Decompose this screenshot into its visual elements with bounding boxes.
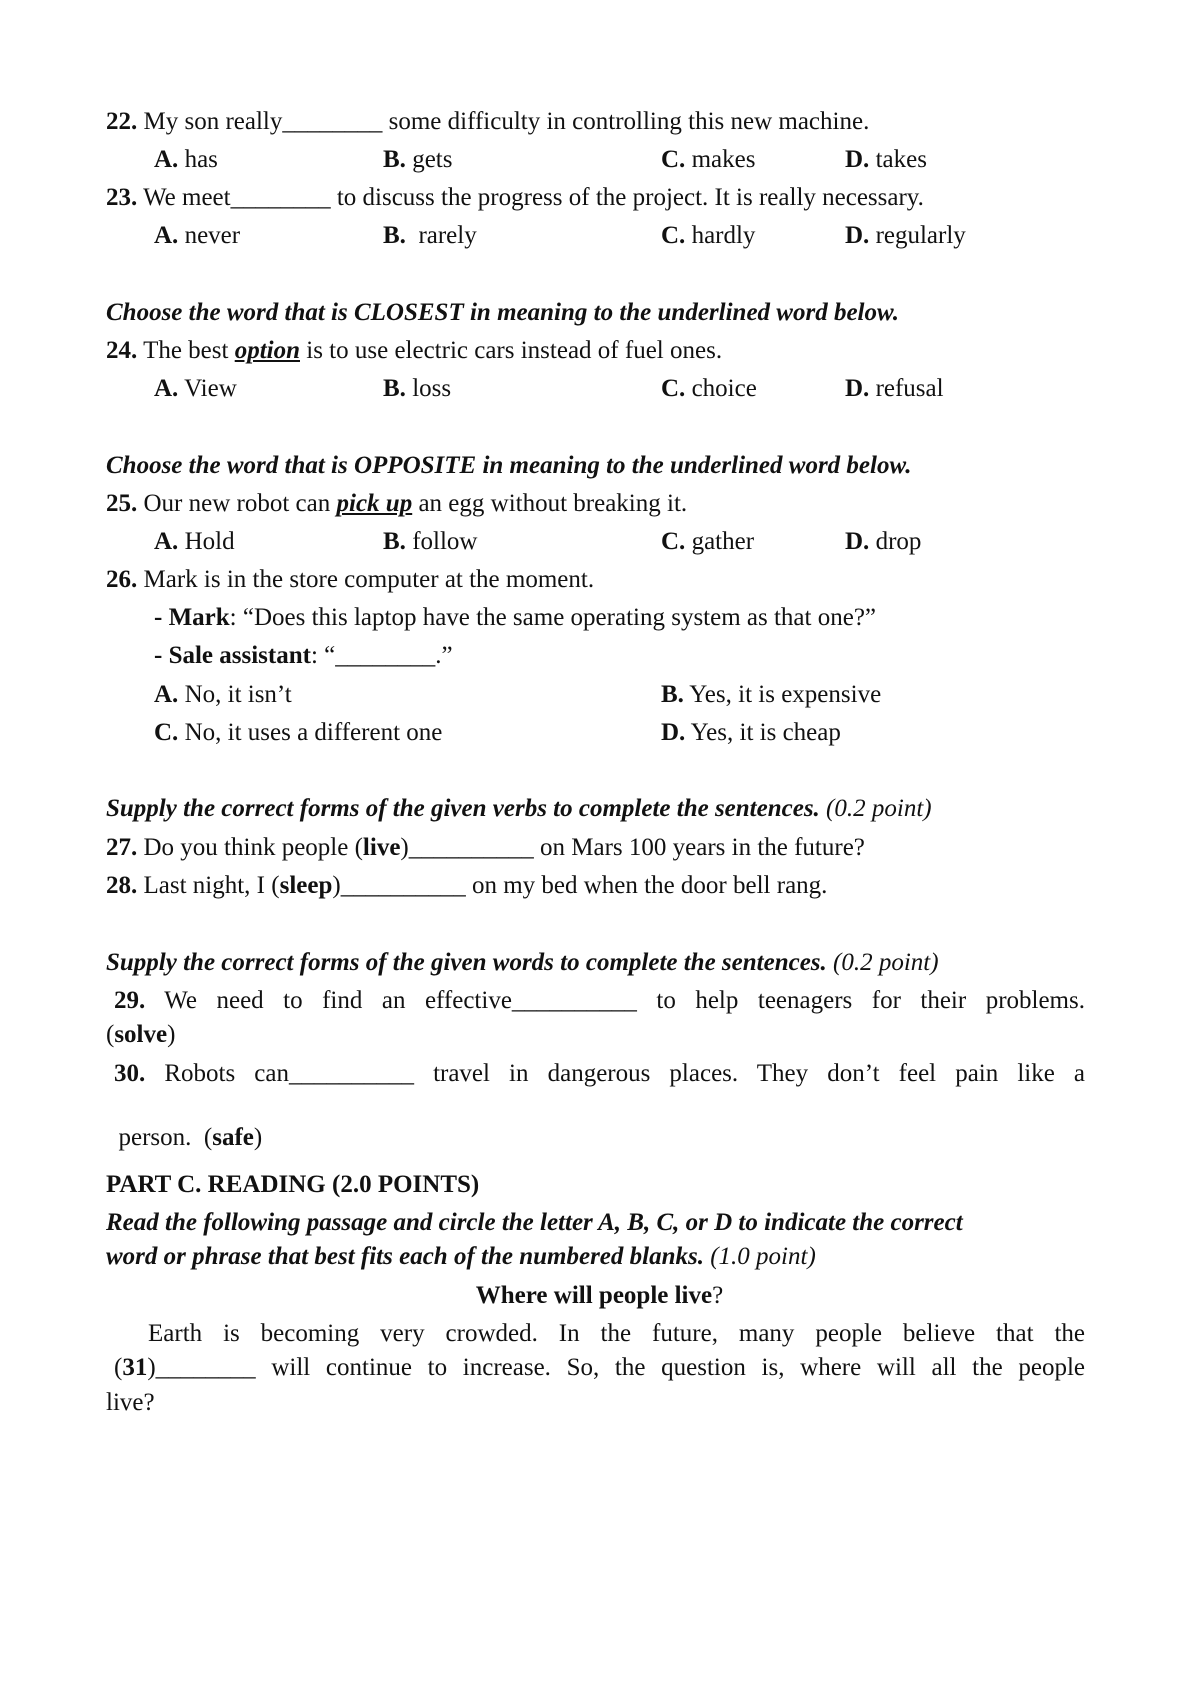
question-number: 26.	[106, 566, 138, 593]
option-b: B. gets	[383, 146, 453, 173]
question-text: Mark is in the store computer at the moment.	[143, 566, 595, 593]
section-instruction-opposite: Choose the word that is OPPOSITE in meaning to the underlined word below.	[106, 452, 912, 479]
section-instruction-closest: Choose the word that is CLOSEST in meaning to the underlined word below.	[106, 299, 899, 326]
points-label: (0.2 point)	[826, 949, 939, 976]
underlined-word: pick up	[336, 490, 413, 517]
option-d: D. Yes, it is cheap	[661, 719, 841, 746]
option-b: B. follow	[383, 528, 478, 555]
question-number: 24.	[106, 337, 138, 364]
option-c: C. makes	[661, 146, 756, 173]
question-number: 27.	[106, 834, 138, 861]
question-30: 30. Robots can__________ travel in dangerous places. They don’t feel pain like a	[114, 1060, 1085, 1087]
speaker-label: - Sale assistant	[154, 642, 311, 669]
option-a: A. View	[154, 375, 237, 402]
question-text: My son really________ some difficulty in controlling this new machine.	[143, 108, 870, 135]
blank-number: 31	[122, 1354, 148, 1381]
passage-line-2: (31)________ will continue to increase. So, the question is, where will all the people	[114, 1354, 1085, 1381]
question-24: 24. The best option is to use electric cars instead of fuel ones.	[106, 337, 723, 364]
question-number: 30.	[114, 1060, 146, 1087]
given-word: safe	[212, 1124, 254, 1151]
option-a: A. Hold	[154, 528, 235, 555]
question-number: 29.	[114, 987, 146, 1014]
points-label: (0.2 point)	[819, 795, 932, 822]
option-b: B. rarely	[383, 222, 477, 249]
passage-line-3: live?	[106, 1389, 155, 1416]
passage-title: Where will people live?	[475, 1282, 724, 1309]
option-a: A. has	[154, 146, 218, 173]
option-d: D. takes	[845, 146, 927, 173]
reading-instruction-line1: Read the following passage and circle the letter A, B, C, or D to indicate the correct	[106, 1209, 963, 1236]
reading-instruction-line2: word or phrase that best fits each of the numbered blanks. (1.0 point)	[106, 1243, 816, 1270]
option-c: C. No, it uses a different one	[154, 719, 443, 746]
question-23	[106, 183, 924, 213]
dialogue-sale-assistant: - Sale assistant: “________.”	[154, 642, 453, 669]
question-number: 23.	[106, 184, 138, 211]
question-30-word: person. (safe)	[118, 1124, 263, 1151]
question-29-word: (solve)	[106, 1021, 176, 1048]
question-25: 25. Our new robot can pick up an egg without breaking it.	[106, 490, 688, 517]
option-b: B. loss	[383, 375, 452, 402]
question-number: 22.	[106, 108, 138, 135]
question-22	[106, 107, 869, 137]
option-c: C. gather	[661, 528, 755, 555]
option-d: D. refusal	[845, 375, 944, 402]
question-28: 28. Last night, I (sleep)__________ on my bed when the door bell rang.	[106, 872, 828, 899]
option-a: A. never	[154, 222, 241, 249]
question-29: 29. We need to find an effective__________ to help teenagers for their problems.	[114, 987, 1085, 1014]
passage-line-1: Earth is becoming very crowded. In the future, many people believe that the	[148, 1320, 1085, 1347]
question-text: We meet________ to discuss the progress of the project. It is really necessary.	[143, 184, 924, 211]
section-instruction-verbs: Supply the correct forms of the given verbs to complete the sentences. (0.2 point)	[106, 795, 932, 822]
option-d: D. regularly	[845, 222, 966, 249]
option-c: C. choice	[661, 375, 757, 402]
given-verb: sleep	[279, 872, 333, 899]
question-26	[106, 565, 594, 595]
option-a: A. No, it isn’t	[154, 681, 292, 708]
option-b: B. Yes, it is expensive	[661, 681, 882, 708]
speaker-label: - Mark	[154, 604, 230, 631]
points-label: (1.0 point)	[703, 1243, 816, 1270]
section-instruction-words: Supply the correct forms of the given words to complete the sentences. (0.2 point)	[106, 949, 939, 976]
option-c: C. hardly	[661, 222, 756, 249]
part-c-heading: PART C. READING (2.0 POINTS)	[106, 1171, 480, 1198]
question-27: 27. Do you think people (live)__________ on Mars 100 years in the future?	[106, 834, 865, 861]
dialogue-mark: - Mark: “Does this laptop have the same operating system as that one?”	[154, 604, 877, 631]
underlined-word: option	[234, 337, 300, 364]
given-verb: live	[362, 834, 401, 861]
option-d: D. drop	[845, 528, 922, 555]
question-number: 25.	[106, 490, 138, 517]
given-word: solve	[114, 1021, 168, 1048]
question-number: 28.	[106, 872, 138, 899]
